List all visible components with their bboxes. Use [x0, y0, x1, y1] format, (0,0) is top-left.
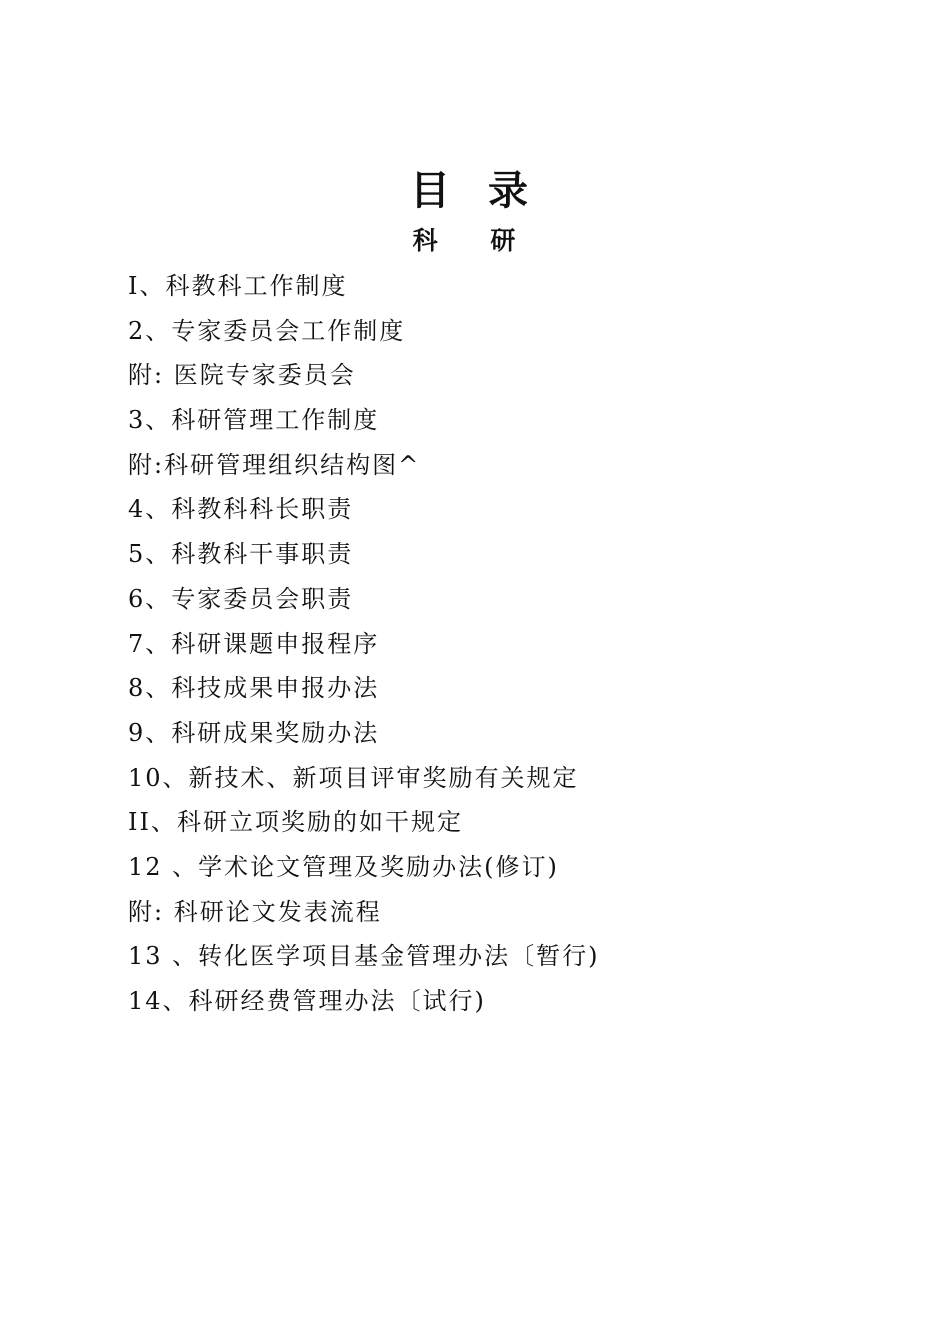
section-subtitle: 科 研 [412, 226, 538, 255]
toc-entry: 7、科研课题申报程序 [128, 629, 380, 658]
toc-entry: 13 、转化医学项目基金管理办法〔暂行) [128, 942, 600, 971]
toc-entry: 14、科研经费管理办法〔试行) [128, 987, 486, 1015]
table-of-contents [128, 264, 848, 1024]
page-title: 目 录 [410, 167, 540, 214]
toc-entry: 5、科教科干事职责 [128, 540, 354, 569]
toc-entry: II、科研立项奖励的如干规定 [128, 808, 463, 837]
toc-entry: 3、科研管理工作制度 [128, 406, 380, 435]
toc-entry: 2、专家委员会工作制度 [128, 316, 406, 345]
toc-entry: 12 、学术论文管理及奖励办法(修订) [128, 852, 559, 881]
toc-entry: 附:科研管理组织结构图^ [128, 450, 421, 479]
toc-entry: I、科教科工作制度 [128, 272, 348, 300]
toc-entry: 附: 医院专家委员会 [128, 361, 356, 390]
toc-entry: 8、科技成果申报办法 [128, 674, 380, 703]
toc-entry: 10、新技术、新项目评审奖励有关规定 [128, 763, 579, 792]
toc-entry: 4、科教科科长职责 [128, 495, 354, 524]
toc-entry: 附: 科研论文发表流程 [128, 897, 382, 926]
toc-entry: 9、科研成果奖励办法 [128, 718, 380, 747]
toc-entry: 6、专家委员会职责 [128, 584, 354, 613]
